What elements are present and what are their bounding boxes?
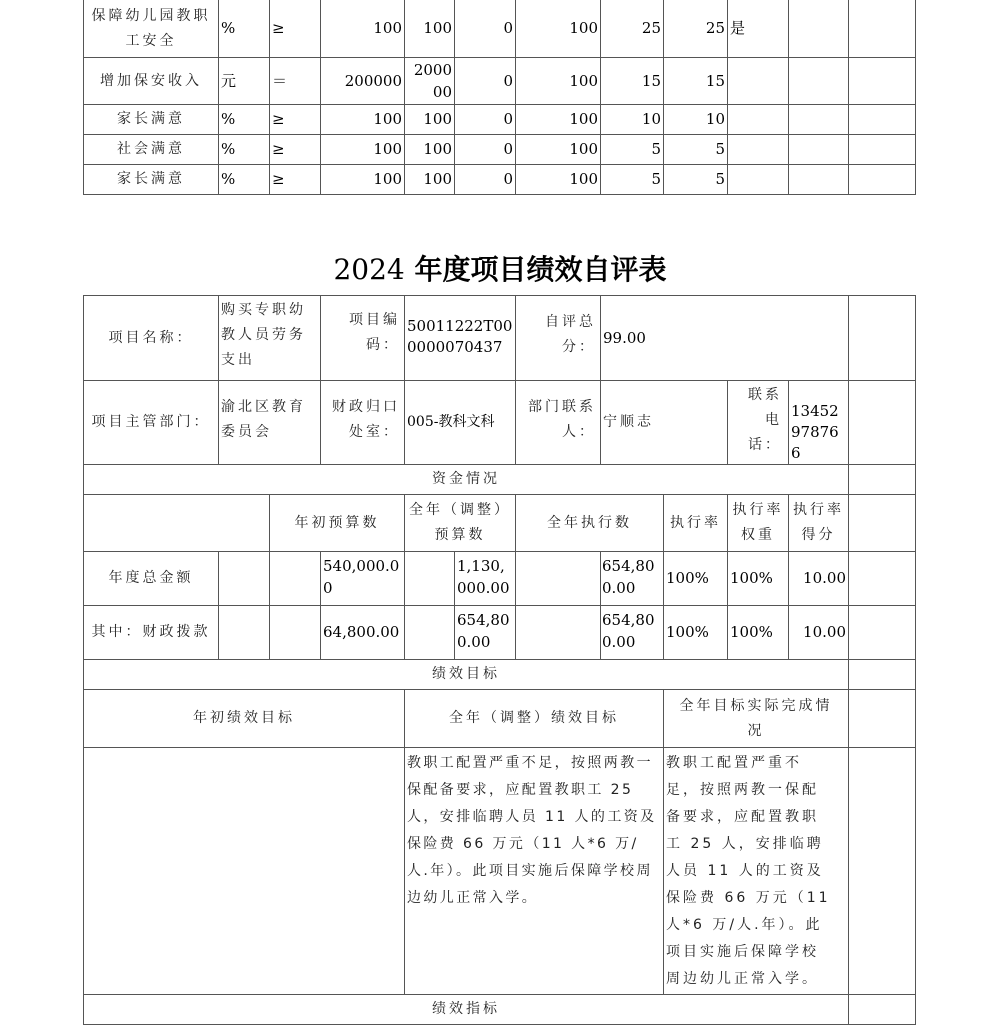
header-actual-completion: 全年目标实际完成情况 bbox=[663, 689, 849, 748]
deviation: 0 bbox=[454, 104, 516, 135]
operator: ≥ bbox=[269, 0, 321, 58]
indicator-name: 保障幼儿园教职工安全 bbox=[83, 0, 219, 58]
completion-rate: 100 bbox=[515, 104, 601, 135]
exec-weight-value: 100% bbox=[727, 551, 789, 606]
actual-value: 100 bbox=[404, 0, 455, 58]
exec-score-value: 10.00 bbox=[788, 551, 849, 606]
note: 是 bbox=[727, 0, 789, 58]
operator: ＝ bbox=[269, 57, 321, 105]
indicator-name: 增加保安收入 bbox=[83, 57, 219, 105]
note bbox=[848, 164, 916, 195]
self-score: 99.00 bbox=[600, 295, 849, 381]
note bbox=[848, 104, 916, 135]
indicators-section-header: 绩效指标 bbox=[83, 994, 849, 1025]
score: 5 bbox=[663, 164, 728, 195]
note bbox=[727, 104, 789, 135]
score: 15 bbox=[663, 57, 728, 105]
title-year: 2024 bbox=[333, 253, 405, 286]
deviation: 0 bbox=[454, 134, 516, 165]
unit: % bbox=[218, 164, 270, 195]
score: 25 bbox=[663, 0, 728, 58]
weight: 5 bbox=[600, 134, 664, 165]
note bbox=[727, 134, 789, 165]
weight: 25 bbox=[600, 0, 664, 58]
weight: 15 bbox=[600, 57, 664, 105]
blank-cell bbox=[848, 494, 916, 552]
adjusted-goal-text: 教职工配置严重不足，按照两教一保配备要求，应配置教职工 25 人，安排临聘人员 11 人的工资及保险费 66 万元（11 人*6 万/人.年）。此项目实施后保障学校周边幼儿正常入学。 bbox=[404, 747, 664, 995]
target-value: 100 bbox=[320, 104, 405, 135]
project-code: 50011222T000000070437 bbox=[404, 295, 516, 381]
note bbox=[788, 164, 849, 195]
project-name-label: 项目名称： bbox=[83, 295, 219, 381]
blank-cell bbox=[848, 689, 916, 748]
completion-rate: 100 bbox=[515, 57, 601, 105]
finance-office-label: 财政归口处室： bbox=[320, 380, 405, 465]
actual-value-text: 200000 bbox=[413, 61, 452, 101]
header-executed: 全年执行数 bbox=[515, 494, 664, 552]
deviation: 0 bbox=[454, 0, 516, 58]
header-exec-weight: 执行率权重 bbox=[727, 494, 789, 552]
deviation: 0 bbox=[454, 57, 516, 105]
target-value: 100 bbox=[320, 164, 405, 195]
note bbox=[848, 0, 916, 58]
finance-office: 005-教科文科 bbox=[404, 380, 516, 465]
note bbox=[727, 164, 789, 195]
note bbox=[848, 134, 916, 165]
note bbox=[788, 57, 849, 105]
actual-value: 100 bbox=[404, 134, 455, 165]
blank-cell bbox=[848, 295, 916, 381]
title-text: 年度项目绩效自评表 bbox=[404, 253, 667, 286]
actual-value: 100 bbox=[404, 164, 455, 195]
blank-cell bbox=[269, 605, 321, 660]
blank-cell bbox=[848, 659, 916, 690]
target-value: 200000 bbox=[320, 57, 405, 105]
exec-rate-value: 100% bbox=[663, 551, 728, 606]
project-code-label: 项目编码： bbox=[320, 295, 405, 381]
indicator-name: 家长满意 bbox=[83, 104, 219, 135]
executed-value: 654,800.00 bbox=[600, 605, 664, 660]
funds-section-header: 资金情况 bbox=[83, 464, 849, 495]
header-adjusted-budget: 全年（调整）预算数 bbox=[404, 494, 516, 552]
operator: ≥ bbox=[269, 104, 321, 135]
blank-cell bbox=[218, 551, 270, 606]
note bbox=[848, 57, 916, 105]
operator: ≥ bbox=[269, 164, 321, 195]
completion-rate: 100 bbox=[515, 0, 601, 58]
completion-rate: 100 bbox=[515, 164, 601, 195]
blank-cell bbox=[848, 464, 916, 495]
contact-label: 部门联系人： bbox=[515, 380, 601, 465]
exec-score-value: 10.00 bbox=[788, 605, 849, 660]
unit: % bbox=[218, 0, 270, 58]
actual-value: 100 bbox=[404, 104, 455, 135]
adjusted-budget-value: 1,130,000.00 bbox=[454, 551, 516, 606]
header-exec-score: 执行率得分 bbox=[788, 494, 849, 552]
note bbox=[788, 104, 849, 135]
weight: 5 bbox=[600, 164, 664, 195]
unit: % bbox=[218, 104, 270, 135]
note bbox=[788, 0, 849, 58]
blank-cell bbox=[218, 605, 270, 660]
dept: 渝北区教育委员会 bbox=[218, 380, 321, 465]
page-title bbox=[0, 248, 1000, 288]
unit: 元 bbox=[218, 57, 270, 105]
phone: 13452978766 bbox=[788, 380, 849, 465]
actual-completion-text: 教职工配置严重不足，按照两教一保配备要求，应配置教职工 25 人，安排临聘人员 11 人的工资及保险费 66 万元（11 人*6 万/人.年）。此项目实施后保障学校周边幼儿正常入学。 bbox=[663, 747, 849, 995]
blank-header-cell bbox=[83, 494, 270, 552]
blank-cell bbox=[848, 605, 916, 660]
header-adjusted-goal: 全年（调整）绩效目标 bbox=[404, 689, 664, 748]
actual-value bbox=[404, 57, 455, 105]
executed-value: 654,800.00 bbox=[600, 551, 664, 606]
indicator-name: 家长满意 bbox=[83, 164, 219, 195]
deviation: 0 bbox=[454, 164, 516, 195]
blank-cell bbox=[848, 747, 916, 995]
phone-label: 联系电话： bbox=[727, 380, 789, 465]
contact-person: 宁顺志 bbox=[600, 380, 728, 465]
blank-cell bbox=[848, 994, 916, 1025]
weight: 10 bbox=[600, 104, 664, 135]
target-value: 100 bbox=[320, 0, 405, 58]
blank-cell bbox=[515, 605, 601, 660]
exec-weight-value: 100% bbox=[727, 605, 789, 660]
project-name: 购买专职幼教人员劳务支出 bbox=[218, 295, 321, 381]
goals-section-header: 绩效目标 bbox=[83, 659, 849, 690]
completion-rate: 100 bbox=[515, 134, 601, 165]
operator: ≥ bbox=[269, 134, 321, 165]
blank-cell bbox=[848, 551, 916, 606]
adjusted-budget-value: 654,800.00 bbox=[454, 605, 516, 660]
blank-cell bbox=[269, 551, 321, 606]
indicator-name: 社会满意 bbox=[83, 134, 219, 165]
note bbox=[727, 57, 789, 105]
initial-budget-value: 64,800.00 bbox=[320, 605, 405, 660]
score: 10 bbox=[663, 104, 728, 135]
initial-goal-text bbox=[83, 747, 405, 995]
self-score-label: 自评总分： bbox=[515, 295, 601, 381]
score: 5 bbox=[663, 134, 728, 165]
header-initial-goal: 年初绩效目标 bbox=[83, 689, 405, 748]
funds-row-label: 其中：财政拨款 bbox=[83, 605, 219, 660]
dept-label: 项目主管部门： bbox=[83, 380, 219, 465]
blank-cell bbox=[404, 605, 455, 660]
funds-row-label: 年度总金额 bbox=[83, 551, 219, 606]
blank-cell bbox=[515, 551, 601, 606]
unit: % bbox=[218, 134, 270, 165]
blank-cell bbox=[848, 380, 916, 465]
target-value: 100 bbox=[320, 134, 405, 165]
exec-rate-value: 100% bbox=[663, 605, 728, 660]
blank-cell bbox=[404, 551, 455, 606]
initial-budget-value: 540,000.00 bbox=[320, 551, 405, 606]
header-exec-rate: 执行率 bbox=[663, 494, 728, 552]
header-initial-budget: 年初预算数 bbox=[269, 494, 405, 552]
note bbox=[788, 134, 849, 165]
